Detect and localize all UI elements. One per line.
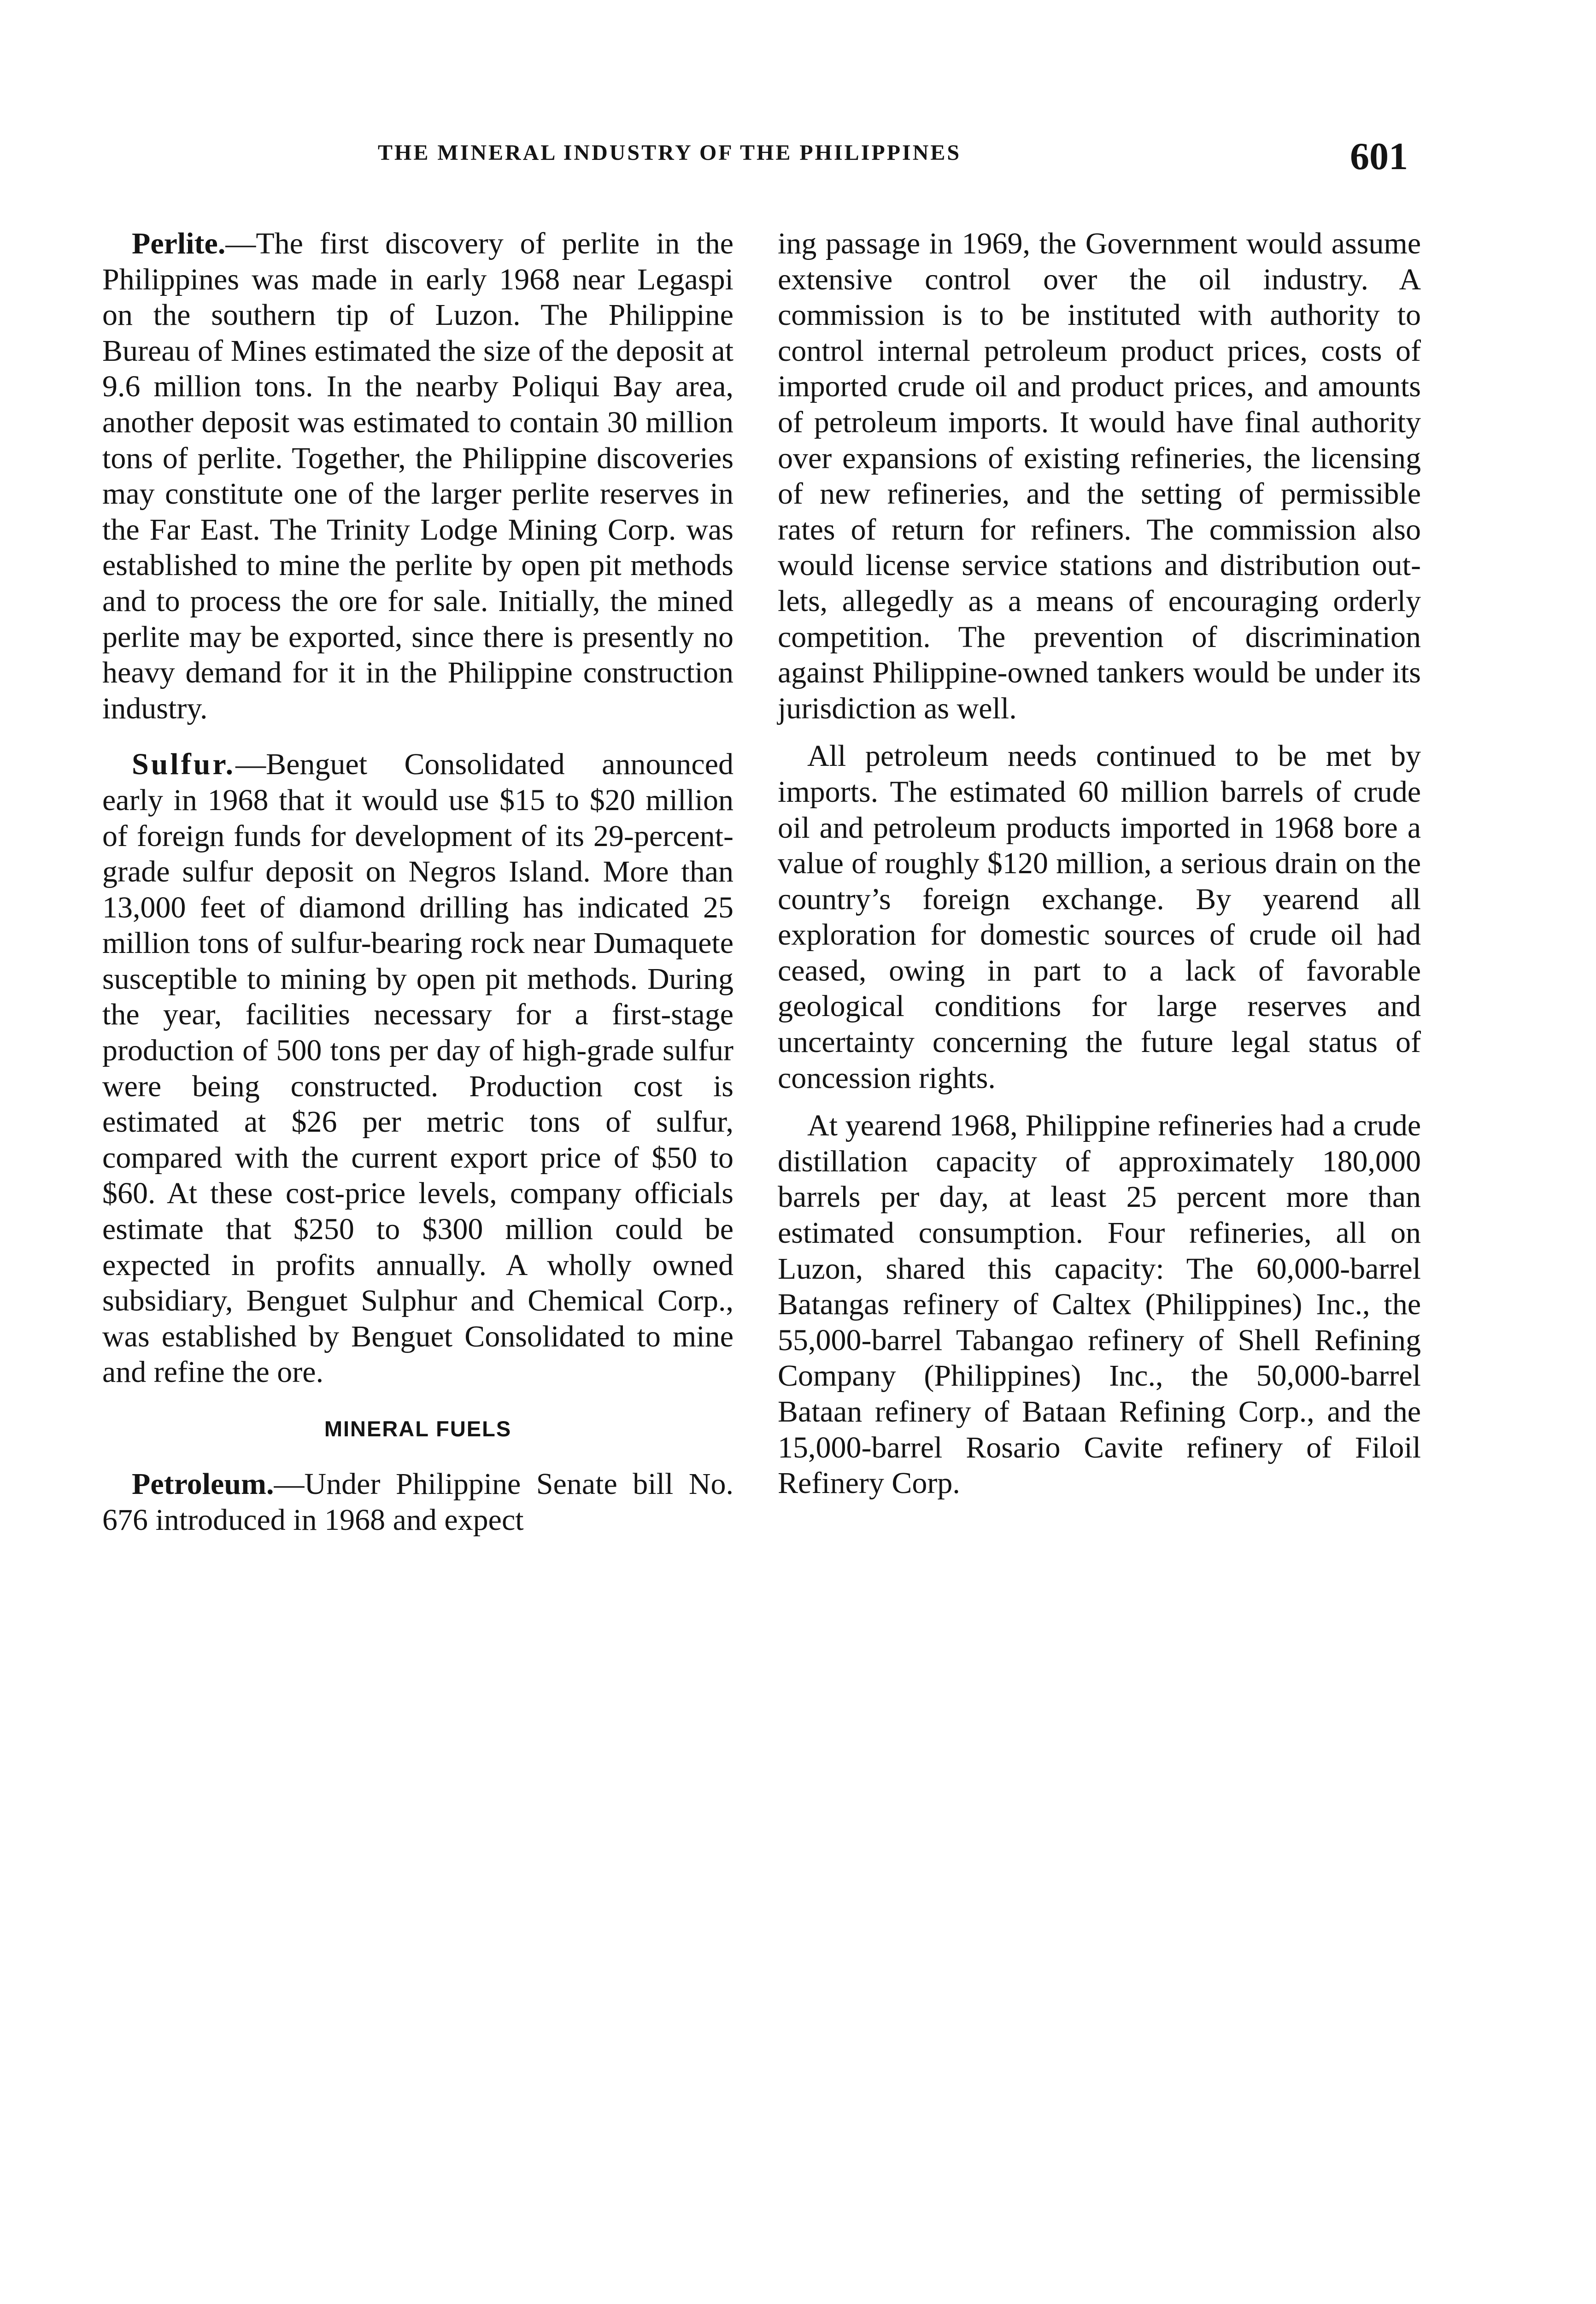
petroleum-paragraph	[102, 1466, 733, 1538]
sulfur-run-in-heading: Sulfur.	[132, 747, 236, 782]
perlite-text: —The first discovery of perlite in the Philippines was made in early 1968 near Legaspi on the southern tip of Luzon. The Philippine Bureau of Mines estimated the size of the deposit at 9.6 million tons. In the nearby Poliqui Bay area, another deposit was estimated to contain 30 million tons of perlite. Together, the Philippine discoveries may constitute one of the larger perlite reserves in the Far East. The Trinity Lodge Mining Corp. was established to mine the perlite by open pit methods and to process the ore for sale. Initially, the mined perlite may be exported, since there is presently no heavy demand for it in the Philippine construction industry.	[102, 227, 733, 725]
petroleum-text-start: —Under Philippine Senate bill No. 676 introduced in 1968 and expect	[102, 1467, 733, 1537]
sulfur-text: —Benguet Consolidated announced early in 1968 that it would use $15 to $20 million of foreign funds for development of its 29-percent-grade sulfur deposit on Negros Island. More than 13,000 feet of diamond drilling has indicated 25 million tons of sulfur-bearing rock near Dumaquete susceptible to mining by open pit methods. During the year, facilities necessary for a first-stage production of 500 tons per day of high-grade sulfur were being constructed. Production cost is estimated at $26 per metric tons of sulfur, compared with the current export price of $50 to $60. At these cost-price levels, company officials estimate that $250 to $300 million could be expected in profits annually. A wholly owned subsidiary, Benguet Sulphur and Chemical Corp., was established by Benguet Consolidated to mine and refine the ore.	[102, 747, 733, 1389]
perlite-paragraph	[102, 226, 733, 726]
refineries-paragraph: At yearend 1968, Philippine refineries had a crude distillation capacity of approximately 180,000 barrels per day, at least 25 percent more than estimated consumption. Four refineries, all on Luzon, shared this capacity: The 60,000-barrel Batangas refinery of Caltex (Philippines) Inc., the 55,000-barrel Tabangao refinery of Shell Refining Company (Philippines) Inc., the 50,000-barrel Bataan refinery of Bataan Refining Corp., and the 15,000-barrel Rosario Cavite refinery of Filoil Refinery Corp.	[778, 1109, 1421, 1500]
perlite-run-in-heading: Perlite.	[132, 227, 226, 260]
right-column	[778, 226, 1421, 1501]
petroleum-paragraph-continued: ing passage in 1969, the Government would assume extensive control over the oil industry. A commission is to be instituted with authority to control internal petroleum product prices, costs of imported crude oil and product prices, and amounts of petroleum imports. It would have final authority over expansions of existing refineries, the licensing of new refineries, and the setting of permissible rates of return for refiners. The commission also would license service stations and distribution outlets, allegedly as a means of encouraging orderly competition. The prevention of discrimination against Philippine-owned tankers would be under its jurisdiction as well.	[778, 227, 1421, 725]
mineral-fuels-heading: MINERAL FUELS	[324, 1416, 512, 1441]
running-title: THE MINERAL INDUSTRY OF THE PHILIPPINES	[378, 141, 962, 165]
left-column	[102, 226, 733, 1538]
petroleum-run-in-heading: Petroleum.	[132, 1467, 274, 1501]
sulfur-paragraph	[102, 746, 733, 1390]
petroleum-imports-paragraph: All petroleum needs continued to be met by imports. The estimated 60 million barrels of crude oil and petroleum products imported in 1968 bore a value of roughly $120 million, a serious drain on the country’s foreign exchange. By yearend all exploration for domestic sources of crude oil had ceased, owing in part to a lack of favorable geological conditions for large reserves and uncertainty concerning the future legal status of concession rights.	[778, 739, 1421, 1095]
page-number: 601	[1350, 135, 1408, 178]
